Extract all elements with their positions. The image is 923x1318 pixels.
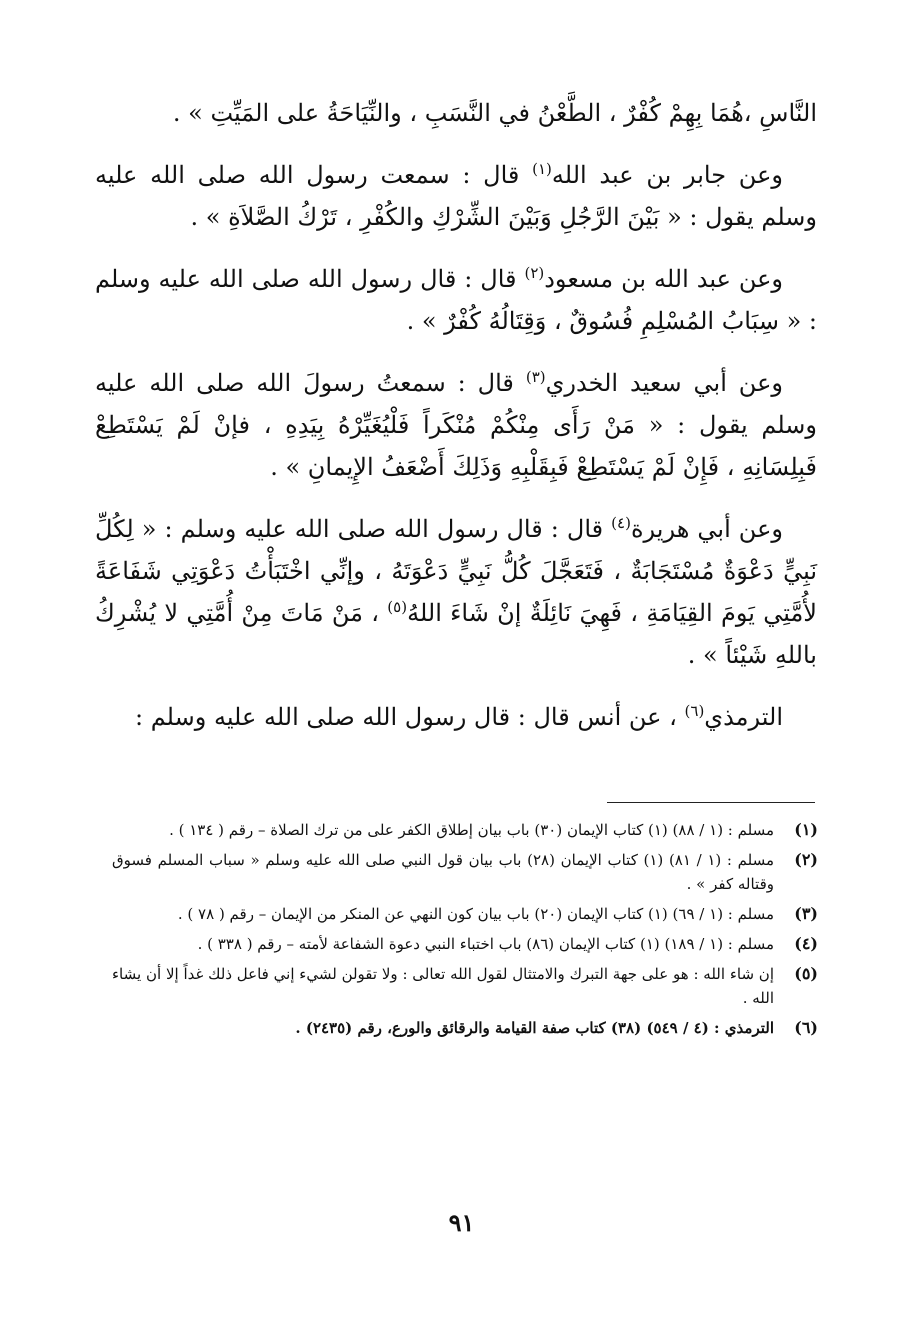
footnote-text: مسلم : (١ / ١٨٩) (١) كتاب الإيمان (٨٦) باب اختباء النبي دعوة الشفاعة لأمته – رقم ( ٣٣٨ ) .: [197, 935, 774, 953]
paragraph-2-lead: وعن جابر بن عبد الله: [551, 161, 783, 189]
footnote-number: (٦): [794, 1018, 818, 1037]
footnote-number: (٥): [794, 964, 818, 983]
footnote-3: [112, 902, 818, 926]
paragraph-5-text-end: ، مَنْ مَاتَ مِنْ أُمَّتِي لا يُشْرِكُ باللهِ شَيْئاً » .: [95, 599, 817, 669]
paragraph-3-text: قال : قال رسول الله صلى الله عليه وسلم : « سِبَابُ المُسْلِمِ فُسُوقٌ ، وَقِتَالُهُ كُفْرٌ » .: [95, 265, 817, 335]
paragraph-2-text: قال : سمعت رسول الله صلى الله عليه وسلم يقول : « بَيْنَ الرَّجُلِ وَبَيْنَ الشِّرْكِ والكُفْرِ ، تَرْكُ الصَّلاَةِ » .: [95, 161, 817, 231]
paragraph-1-text: النَّاسِ ،هُمَا بِهِمْ كُفْرٌ ، الطَّعْنُ في النَّسَبِ ، والنِّيَاحَةُ على المَيِّتِ » .: [172, 99, 817, 127]
paragraph-3: [95, 258, 817, 342]
footnotes: [112, 818, 818, 1046]
footnote-ref-3[interactable]: (٣): [525, 368, 546, 386]
paragraph-5-text: قال : قال رسول الله صلى الله عليه وسلم : « لِكُلِّ نَبِيٍّ دَعْوَةٌ مُسْتَجَابَةٌ ، فَتَعَجَّلَ كُلُّ نَبِيٍّ دَعْوَتَهُ ، وإنِّي اخْتَبَأْتُ دَعْوَتِي شَفَاعَةً لأُمَّتِي يَومَ القِيَامَةِ ، فَهِيَ نَائِلَةٌ إنْ شَاءَ اللهُ: [95, 515, 817, 627]
paragraph-4: [95, 362, 817, 488]
footnote-text: إن شاء الله : هو على جهة التبرك والامتثال لقول الله تعالى : ولا تقولن لشيء إني فاعل ذلك غداً إلا أن يشاء الله .: [112, 965, 774, 1007]
footnote-text: مسلم : (١ / ٨٨) (١) كتاب الإيمان (٣٠) باب بيان إطلاق الكفر على من ترك الصلاة – رقم ( ١٣٤ ) .: [169, 821, 774, 839]
paragraph-3-lead: وعن عبد الله بن مسعود: [544, 265, 784, 293]
footnote-divider: [607, 802, 815, 803]
footnote-ref-2[interactable]: (٢): [524, 264, 545, 282]
footnote-1: [112, 818, 818, 842]
paragraph-5-lead: وعن أبي هريرة: [630, 515, 783, 543]
paragraph-4-lead: وعن أبي سعيد الخدري: [545, 369, 783, 397]
footnote-ref-5[interactable]: (٥): [387, 598, 408, 616]
footnote-4: [112, 932, 818, 956]
footnote-5: [112, 962, 818, 1010]
page-number: ٩١: [448, 1208, 475, 1237]
footnote-text: مسلم : (١ / ٦٩) (١) كتاب الإيمان (٢٠) باب بيان كون النهي عن المنكر من الإيمان – رقم ( ٧٨ ) .: [177, 905, 774, 923]
footnote-number: (٢): [794, 850, 818, 869]
footnote-text: مسلم : (١ / ٨١) (١) كتاب الإيمان (٢٨) باب بيان قول النبي صلى الله عليه وسلم « سباب المسلم فسوق وقتاله كفر » .: [112, 851, 775, 893]
paragraph-6-lead: الترمذي: [704, 703, 783, 731]
footnote-ref-6[interactable]: (٦): [684, 702, 705, 720]
paragraph-5: [95, 508, 817, 676]
paragraph-4-text: قال : سمعتُ رسولَ الله صلى الله عليه وسلم يقول : « مَنْ رَأَى مِنْكُمْ مُنْكَراً فَلْيُغَيِّرْهُ بِيَدِهِ ، فإنْ لَمْ يَسْتَطِعْ فَبِلِسَانِهِ ، فَإِنْ لَمْ يَسْتَطِعْ فَبِقَلْبِهِ وَذَلِكَ أَضْعَفُ الإِيمانِ » .: [95, 369, 817, 481]
main-text: [95, 92, 817, 758]
footnote-number: (١): [794, 820, 818, 839]
footnote-number: (٣): [794, 904, 818, 923]
paragraph-2: [95, 154, 817, 238]
footnote-ref-1[interactable]: (١): [532, 160, 552, 178]
paragraph-6-text: ، عن أنس قال : قال رسول الله صلى الله عليه وسلم :: [134, 703, 677, 731]
footnote-ref-4[interactable]: (٤): [611, 514, 631, 532]
footnote-2: [112, 848, 818, 896]
footnote-text: الترمذي : (٤ / ٥٤٩) (٣٨) كتاب صفة القيامة والرقائق والورع، رقم (٢٤٣٥) .: [295, 1019, 774, 1037]
footnote-number: (٤): [794, 934, 818, 953]
footnote-6: [112, 1016, 818, 1040]
paragraph-6: [95, 696, 817, 738]
paragraph-1: [95, 92, 817, 134]
